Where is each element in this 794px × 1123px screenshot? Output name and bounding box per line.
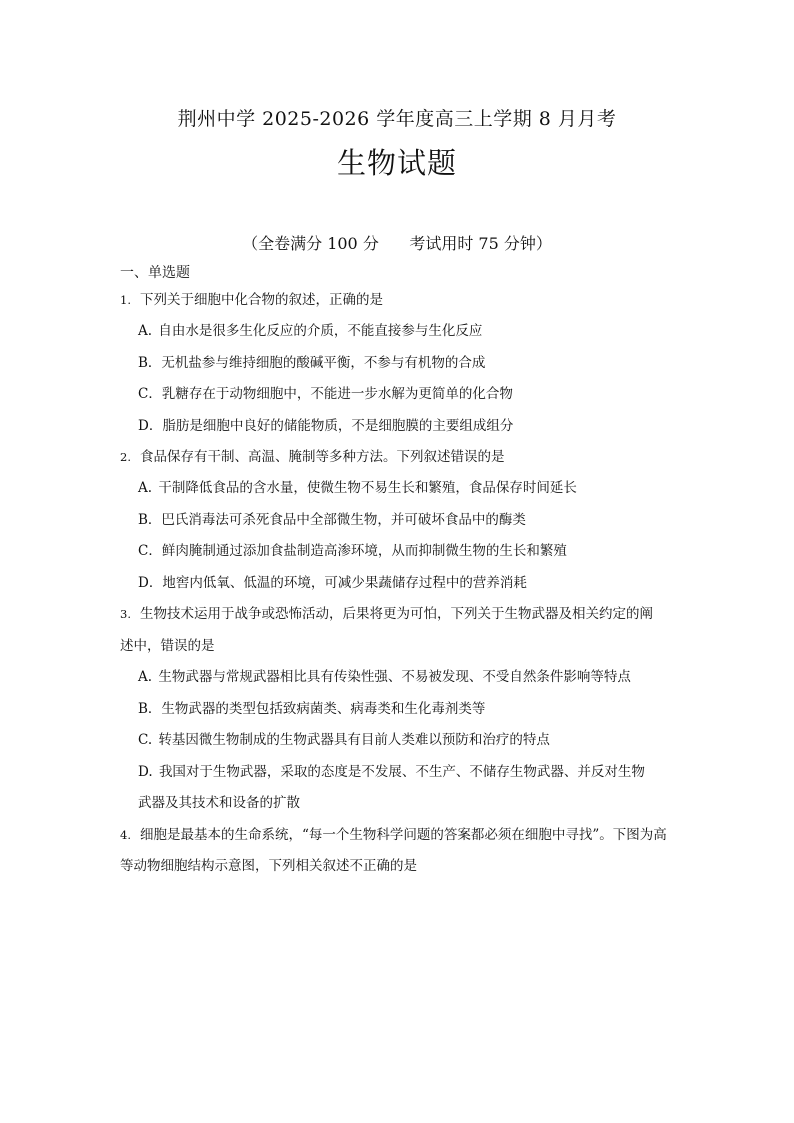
question-3-option-b — [138, 699, 485, 719]
section-title: 一、单选题 — [120, 265, 190, 281]
question-stem: 食品保存有干制、高温、腌制等多种方法。下列叙述错误的是 — [140, 449, 505, 465]
option-text: 无机盐参与维持细胞的酸碱平衡，不参与有机物的合成 — [161, 355, 486, 371]
question-2-option-b — [138, 510, 526, 530]
subject-title: 生物试题 — [336, 146, 457, 180]
question-3-stem-continued: 述中，错误的是 — [120, 638, 215, 654]
question-3 — [120, 604, 653, 624]
option-letter: B． — [138, 355, 162, 371]
option-letter: C. — [138, 732, 153, 748]
option-letter: B． — [138, 701, 162, 717]
option-letter: D． — [138, 418, 163, 434]
option-letter: C． — [138, 386, 162, 402]
question-4-stem-continued: 等动物细胞结构示意图，下列相关叙述不正确的是 — [120, 858, 417, 874]
question-1-option-c — [138, 384, 513, 404]
question-2-option-c — [138, 541, 567, 561]
question-3-option-d-continued: 武器及其技术和设备的扩散 — [138, 795, 300, 811]
question-stem: 生物技术运用于战争或恐怖活动，后果将更为可怕，下列关于生物武器及相关约定的阐 — [140, 606, 653, 622]
question-number: 1. — [120, 293, 131, 307]
option-text: 干制降低食品的含水量，使微生物不易生长和繁殖，食品保存时间延长 — [158, 480, 577, 496]
question-stem: 下列关于细胞中化合物的叙述，正确的是 — [140, 292, 383, 308]
question-1-option-b — [138, 353, 485, 373]
option-text: 地窖内低氧、低温的环境，可减少果蔬储存过程中的营养消耗 — [162, 575, 527, 591]
question-1-option-a — [138, 321, 482, 341]
question-number: 4. — [120, 828, 131, 842]
option-letter: C． — [138, 543, 162, 559]
option-text: 转基因微生物制成的生物武器具有目前人类难以预防和治疗的特点 — [158, 732, 550, 748]
school-exam-title: 荆州中学 2025-2026 学年度高三上学期 8 月月考 — [177, 108, 617, 130]
option-text: 巴氏消毒法可杀死食品中全部微生物，并可破坏食品中的酶类 — [161, 512, 526, 528]
option-letter: A. — [138, 669, 153, 685]
question-3-option-d — [138, 762, 645, 782]
option-text: 脂肪是细胞中良好的储能物质，不是细胞膜的主要组成组分 — [162, 418, 514, 434]
question-2 — [120, 447, 505, 467]
exam-info: （全卷满分 100 分 考试用时 75 分钟） — [242, 234, 552, 253]
option-letter: A. — [138, 323, 153, 339]
option-text: 生物武器的类型包括致病菌类、病毒类和生化毒剂类等 — [161, 701, 486, 717]
option-text: 鲜肉腌制通过添加食盐制造高渗环境，从而抑制微生物的生长和繁殖 — [161, 543, 567, 559]
question-4 — [120, 825, 667, 845]
option-letter: D． — [138, 575, 163, 591]
option-text: 自由水是很多生化反应的介质，不能直接参与生化反应 — [158, 323, 483, 339]
question-1 — [120, 290, 383, 310]
question-1-option-d — [138, 416, 513, 436]
question-3-option-c — [138, 730, 550, 750]
option-text: 我国对于生物武器，采取的态度是不发展、不生产、不储存生物武器、并反对生物 — [158, 764, 645, 780]
question-number: 3. — [120, 607, 131, 621]
option-letter: A. — [138, 480, 153, 496]
question-2-option-a — [138, 478, 577, 498]
option-letter: B． — [138, 512, 162, 528]
option-text: 乳糖存在于动物细胞中，不能进一步水解为更简单的化合物 — [161, 386, 513, 402]
option-letter: D. — [138, 764, 153, 780]
question-number: 2. — [120, 450, 131, 464]
question-3-option-a — [138, 667, 631, 687]
question-2-option-d — [138, 573, 527, 593]
question-stem: 细胞是最基本的生命系统，“每一个生物科学问题的答案都必须在细胞中寻找”。下图为高 — [140, 827, 667, 843]
option-text: 生物武器与常规武器相比具有传染性强、不易被发现、不受自然条件影响等特点 — [158, 669, 631, 685]
